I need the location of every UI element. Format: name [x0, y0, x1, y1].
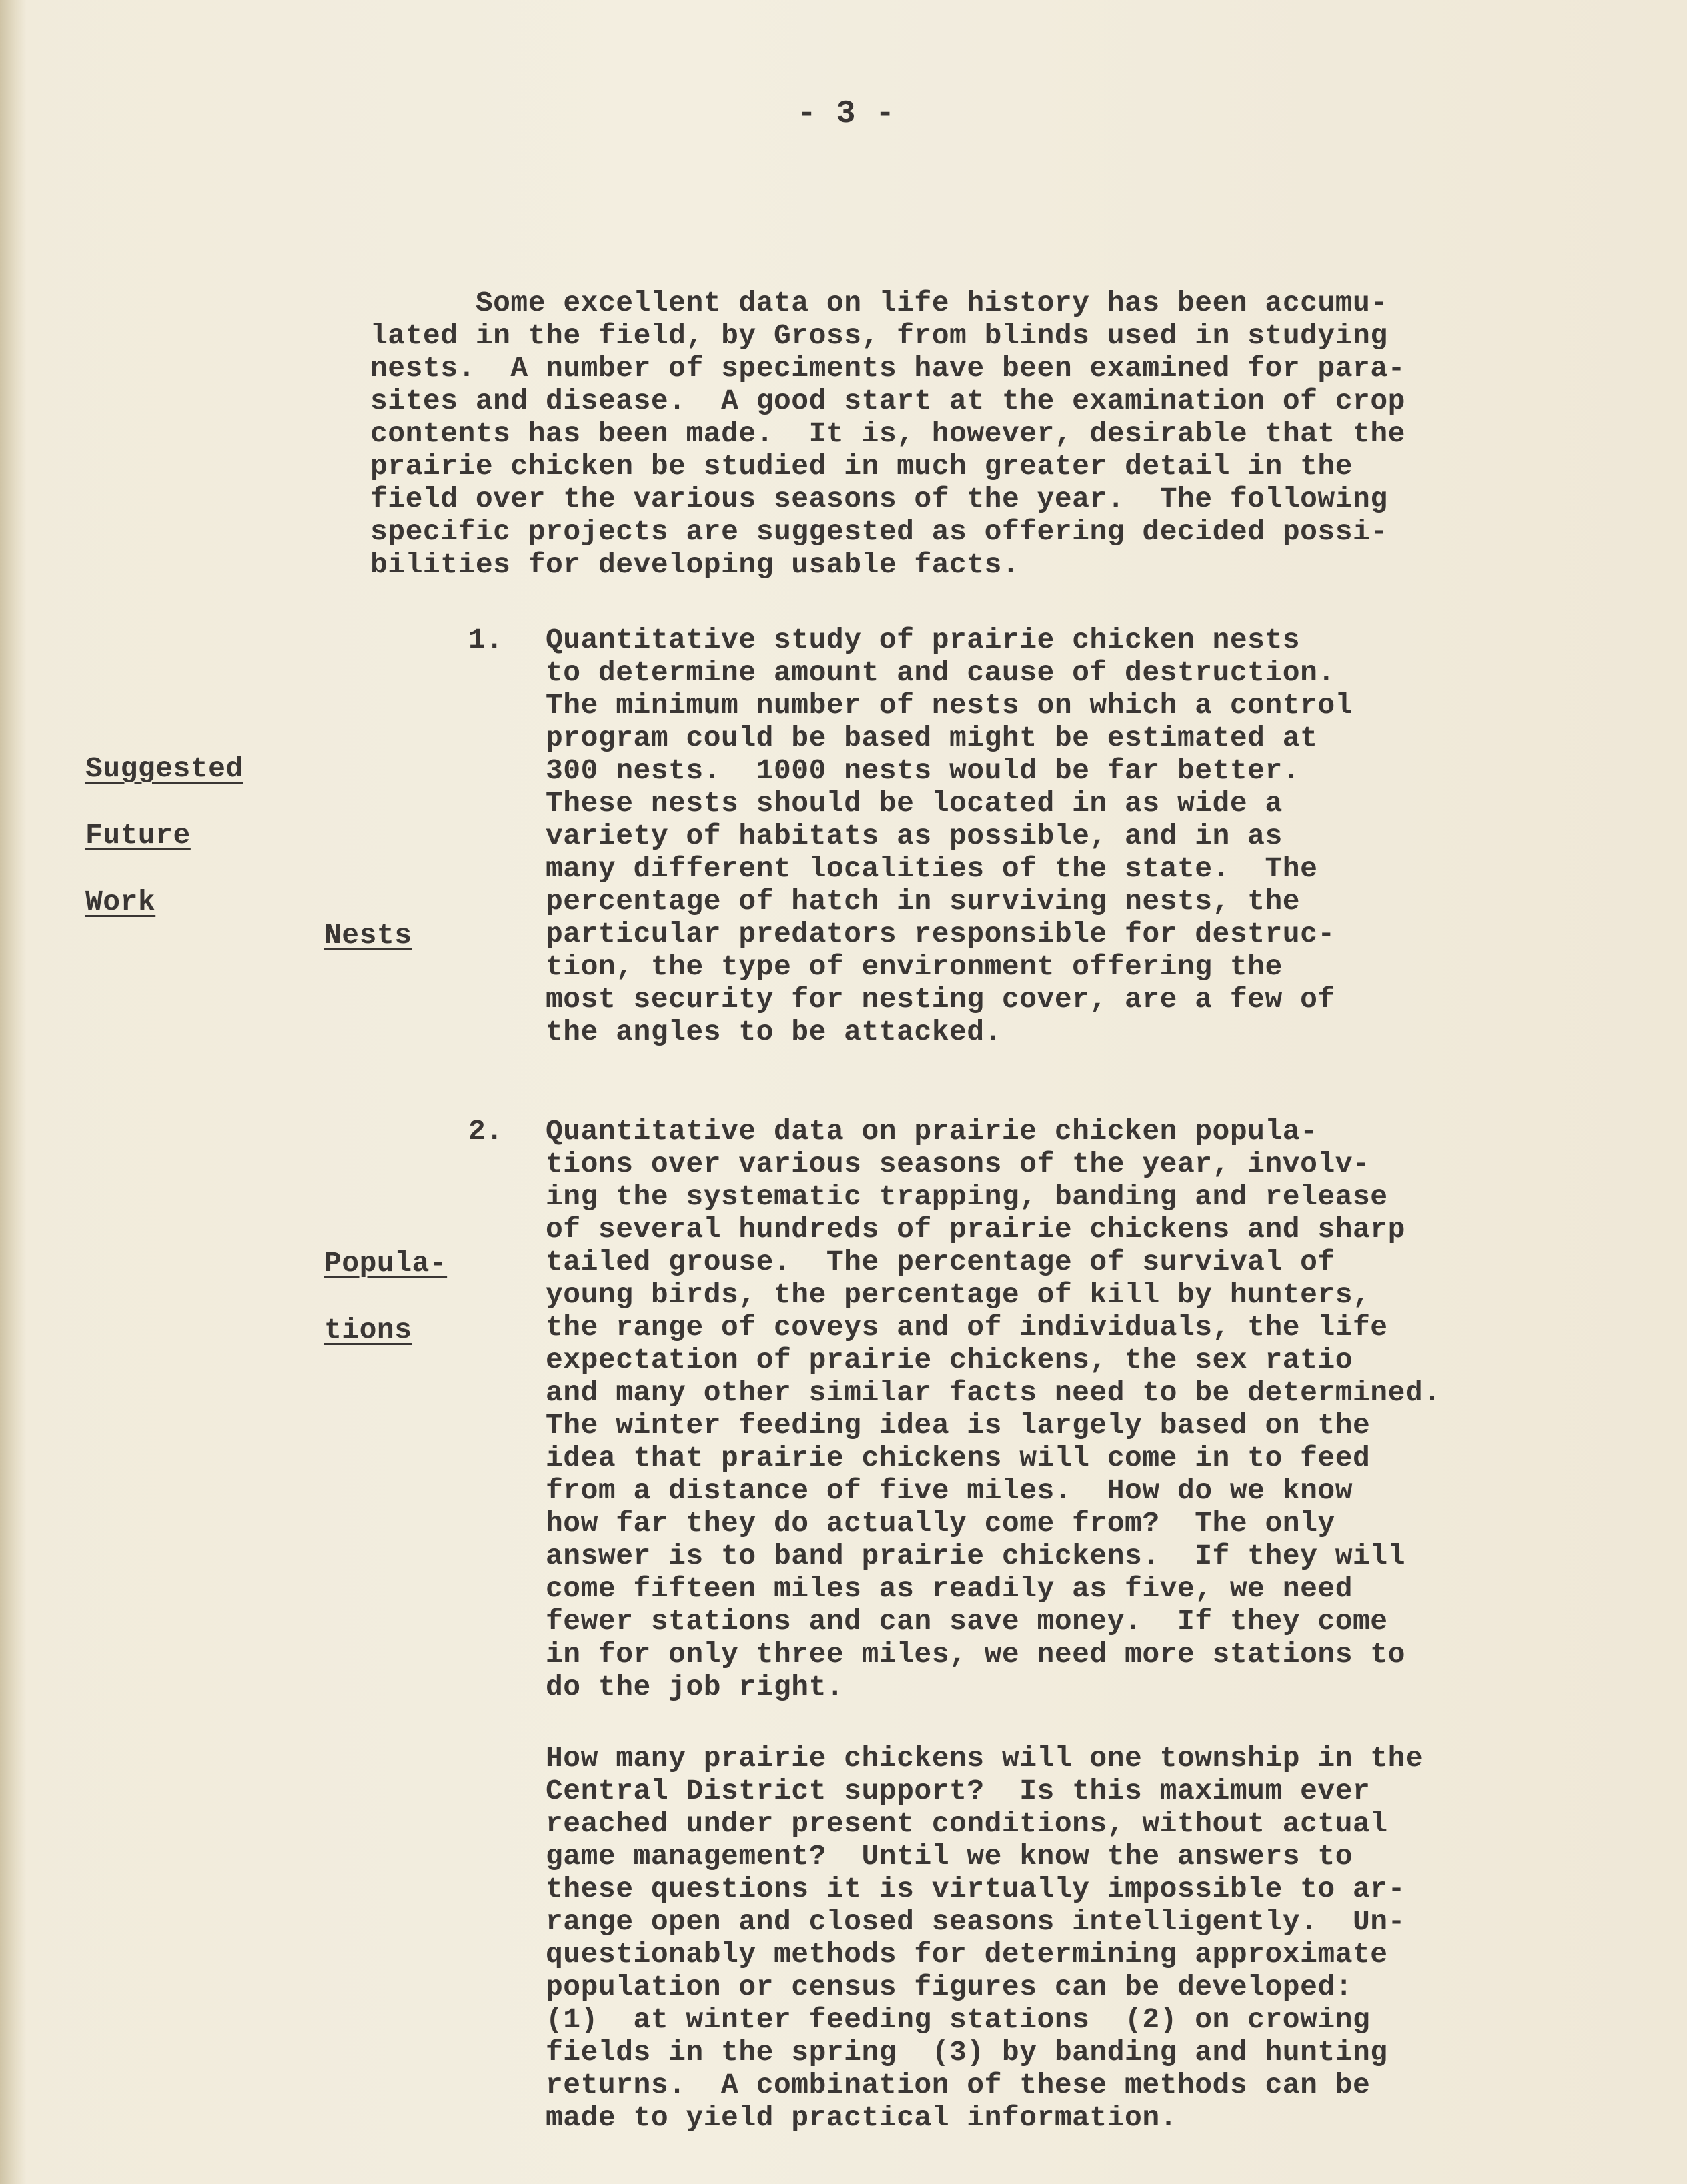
- text-line: the range of coveys and of individuals, the life: [546, 1311, 1388, 1344]
- margin-note-work: Work: [85, 886, 156, 918]
- text-line: range open and closed seasons intelligently. Un-: [546, 1905, 1405, 1938]
- text-line: how far they do actually come from? The only: [546, 1507, 1335, 1540]
- text-line: population or census figures can be developed:: [546, 1971, 1353, 2003]
- text-line: How many prairie chickens will one township in the: [546, 1742, 1424, 1775]
- text-line: tions over various seasons of the year, involv-: [546, 1148, 1371, 1180]
- text-line: and many other similar facts need to be determined.: [546, 1376, 1441, 1409]
- text-line: fewer stations and can save money. If they come: [546, 1605, 1388, 1638]
- margin-note-nests: Nests: [324, 919, 412, 952]
- text-line: particular predators responsible for destruc-: [546, 918, 1335, 950]
- text-line: These nests should be located in as wide a: [546, 787, 1283, 820]
- text-line: many different localities of the state. The: [546, 852, 1318, 885]
- text-line: variety of habitats as possible, and in as: [546, 820, 1283, 852]
- page-edge-shadow: [0, 0, 27, 2184]
- margin-note-tions: tions: [324, 1314, 412, 1346]
- text-line: made to yield practical information.: [546, 2101, 1177, 2134]
- text-line: The winter feeding idea is largely based on the: [546, 1409, 1371, 1442]
- text-line: Central District support? Is this maximum ever: [546, 1775, 1371, 1807]
- text-line: prairie chicken be studied in much greater detail in the: [370, 450, 1353, 483]
- text-line: bilities for developing usable facts.: [370, 548, 1020, 581]
- text-line: tion, the type of environment offering the: [546, 950, 1283, 983]
- text-line: The minimum number of nests on which a control: [546, 689, 1353, 722]
- text-line: to determine amount and cause of destruction.: [546, 656, 1335, 689]
- text-line: most security for nesting cover, are a few of: [546, 983, 1335, 1016]
- item-number: 1.: [468, 624, 504, 656]
- text-line: percentage of hatch in surviving nests, the: [546, 885, 1301, 918]
- text-line: in for only three miles, we need more stations to: [546, 1638, 1405, 1671]
- text-line: reached under present conditions, without actual: [546, 1807, 1388, 1840]
- text-line: specific projects are suggested as offering decided possi-: [370, 515, 1388, 548]
- margin-note-popula: Popula-: [324, 1247, 448, 1280]
- text-line: expectation of prairie chickens, the sex ratio: [546, 1344, 1353, 1376]
- text-line: sites and disease. A good start at the examination of crop: [370, 385, 1405, 417]
- text-line: Quantitative study of prairie chicken nests: [546, 624, 1301, 656]
- text-line: nests. A number of speciments have been examined for para-: [370, 352, 1405, 385]
- text-line: idea that prairie chickens will come in to feed: [546, 1442, 1371, 1474]
- item-number: 2.: [468, 1115, 504, 1148]
- text-line: ing the systematic trapping, banding and release: [546, 1180, 1388, 1213]
- text-line: tailed grouse. The percentage of survival of: [546, 1246, 1335, 1278]
- text-line: program could be based might be estimated at: [546, 722, 1318, 754]
- text-line: of several hundreds of prairie chickens and sharp: [546, 1213, 1405, 1246]
- text-line: young birds, the percentage of kill by hunters,: [546, 1278, 1371, 1311]
- text-line: returns. A combination of these methods can be: [546, 2069, 1371, 2101]
- text-line: lated in the field, by Gross, from blinds used in studying: [370, 319, 1388, 352]
- text-line: do the job right.: [546, 1671, 845, 1703]
- text-line: contents has been made. It is, however, desirable that the: [370, 417, 1405, 450]
- text-line: from a distance of five miles. How do we know: [546, 1474, 1353, 1507]
- text-line: 300 nests. 1000 nests would be far better.: [546, 754, 1301, 787]
- text-line: Quantitative data on prairie chicken popula-: [546, 1115, 1318, 1148]
- text-line: Some excellent data on life history has been accumu-: [370, 287, 1388, 319]
- margin-note-suggested: Suggested: [85, 752, 243, 785]
- text-line: these questions it is virtually impossible to ar-: [546, 1873, 1405, 1905]
- text-line: answer is to band prairie chickens. If they will: [546, 1540, 1405, 1572]
- text-line: questionably methods for determining approximate: [546, 1938, 1388, 1971]
- text-line: game management? Until we know the answers to: [546, 1840, 1353, 1873]
- text-line: come fifteen miles as readily as five, we need: [546, 1572, 1353, 1605]
- text-line: field over the various seasons of the year. The following: [370, 483, 1388, 515]
- text-line: fields in the spring (3) by banding and hunting: [546, 2036, 1388, 2069]
- page-number: - 3 -: [797, 96, 895, 132]
- text-line: the angles to be attacked.: [546, 1016, 1002, 1048]
- margin-note-future: Future: [85, 819, 191, 852]
- text-line: (1) at winter feeding stations (2) on crowing: [546, 2003, 1371, 2036]
